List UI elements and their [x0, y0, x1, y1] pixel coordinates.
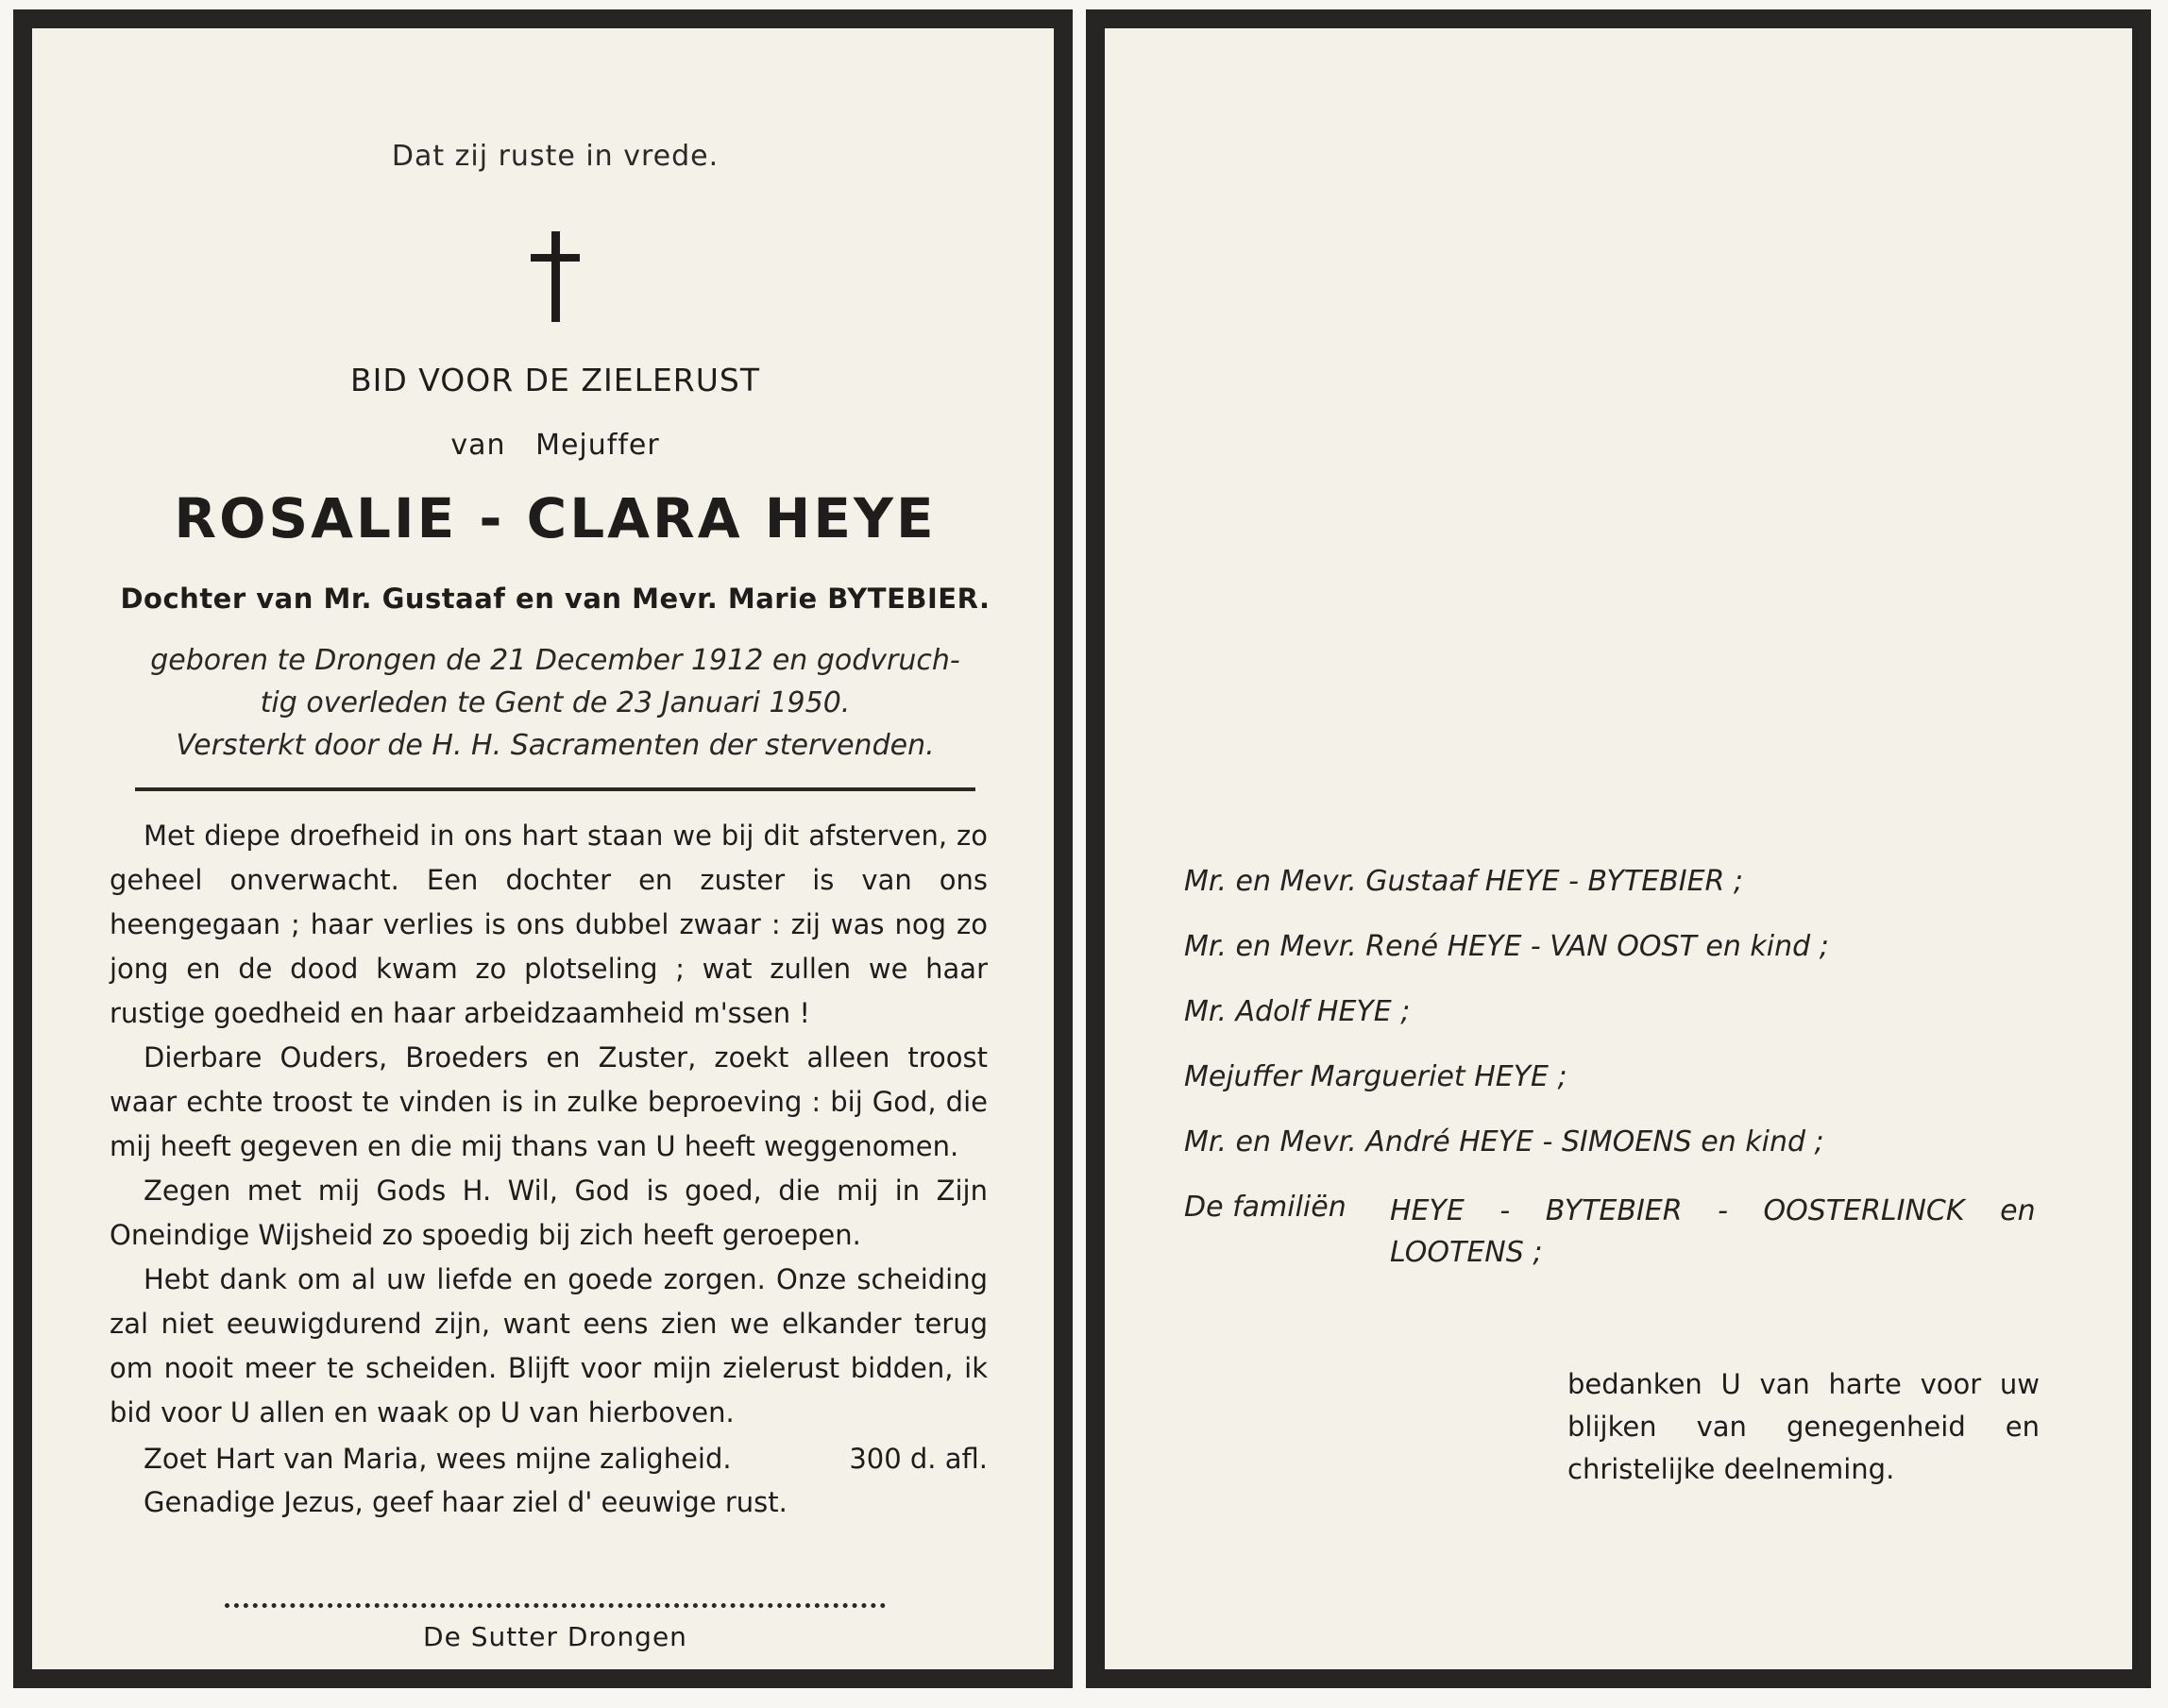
family-name: LOOTENS ;: [1390, 1236, 1543, 1269]
memorial-text: [110, 814, 988, 1435]
family-conj: en: [2000, 1194, 2036, 1227]
prayer-line: [110, 1443, 988, 1475]
dotted-divider: [225, 1603, 886, 1608]
paragraph: Hebt dank om al uw liefde en goede zorgen. Onze scheiding zal niet eeuwigdurend zijn, want eens zien we elkander terug om nooit meer te scheiden. Blijft voor mijn zielerust bidden, ik bid voor U allen en waak op U van hierboven.: [110, 1263, 988, 1429]
printer: De Sutter Drongen: [423, 1621, 687, 1652]
right-card: [1086, 9, 2151, 1688]
deceased-name: ROSALIE - CLARA HEYE: [174, 486, 937, 550]
divider: [135, 787, 975, 791]
motto: Dat zij ruste in vrede.: [391, 140, 720, 173]
sacraments-line: Versterkt door de H. H. Sacramenten der stervenden.: [176, 729, 935, 762]
right-page: [1105, 28, 2132, 1669]
family-row: Mr. Adolf HEYE ;: [1184, 995, 1411, 1028]
heading: BID VOOR DE ZIELERUST: [350, 362, 760, 398]
families-row: [1184, 1191, 2062, 1274]
prayer-text: Zoet Hart van Maria, wees mijne zaligheid.: [144, 1443, 732, 1475]
paragraph: Met diepe droefheid in ons hart staan we bij dit afsterven, zo geheel onverwacht. Een dochter en zuster is van ons heengegaan ; haar verlies is ons dubbel zwaar : zij was nog zo jong en de dood kwam zo plotseling ; wat zullen we haar rustige goedheid en haar arbeidzaamheid m'ssen !: [110, 820, 988, 1029]
left-card: [13, 9, 1073, 1688]
indulgence: 300 d. afl.: [849, 1443, 988, 1475]
family-row: Mejuffer Margueriet HEYE ;: [1184, 1060, 1567, 1093]
cross-icon: [527, 231, 584, 322]
paragraph: Dierbare Ouders, Broeders en Zuster, zoekt alleen troost waar echte troost te vinden is in zulke beproeving : bij God, die mij heeft gegeven en die mij thans van U heeft weggenomen.: [110, 1041, 988, 1162]
birth-death-info: [110, 639, 1001, 767]
family-row: Mr. en Mevr. René HEYE - VAN OOST en kind ;: [1184, 930, 1829, 963]
paragraph: Zegen met mij Gods H. Wil, God is goed, die mij in Zijn Oneindige Wijsheid zo spoedig bij zich heeft geroepen.: [110, 1175, 988, 1251]
daughter-of: Dochter van Mr. Gustaaf en van Mevr. Marie BYTEBIER.: [120, 583, 991, 615]
family-name: HEYE: [1390, 1194, 1465, 1227]
family-list: [1184, 865, 2062, 1274]
left-page: [32, 28, 1054, 1669]
van-mejuffer: van Mejuffer: [450, 429, 660, 462]
family-row: Mr. en Mevr. Gustaaf HEYE - BYTEBIER ;: [1184, 865, 1744, 898]
families-label: De familiën: [1184, 1191, 1347, 1224]
thanks-text: bedanken U van harte voor uw blijken van genegenheid en christelijke deelneming.: [1567, 1368, 2040, 1485]
family-name: BYTEBIER: [1545, 1194, 1683, 1227]
family-sep: -: [1499, 1194, 1511, 1227]
prayer-line-2: Genadige Jezus, geef haar ziel d' eeuwige rust.: [144, 1486, 788, 1518]
birth-line: geboren te Drongen de 21 December 1912 en godvruch-: [150, 644, 960, 677]
family-row: Mr. en Mevr. André HEYE - SIMOENS en kind ;: [1184, 1125, 1824, 1158]
death-line: tig overleden te Gent de 23 Januari 1950.: [260, 686, 851, 719]
family-sep: -: [1718, 1194, 1728, 1227]
families-names: [1390, 1191, 2062, 1274]
family-name: OOSTERLINCK: [1763, 1194, 1965, 1227]
